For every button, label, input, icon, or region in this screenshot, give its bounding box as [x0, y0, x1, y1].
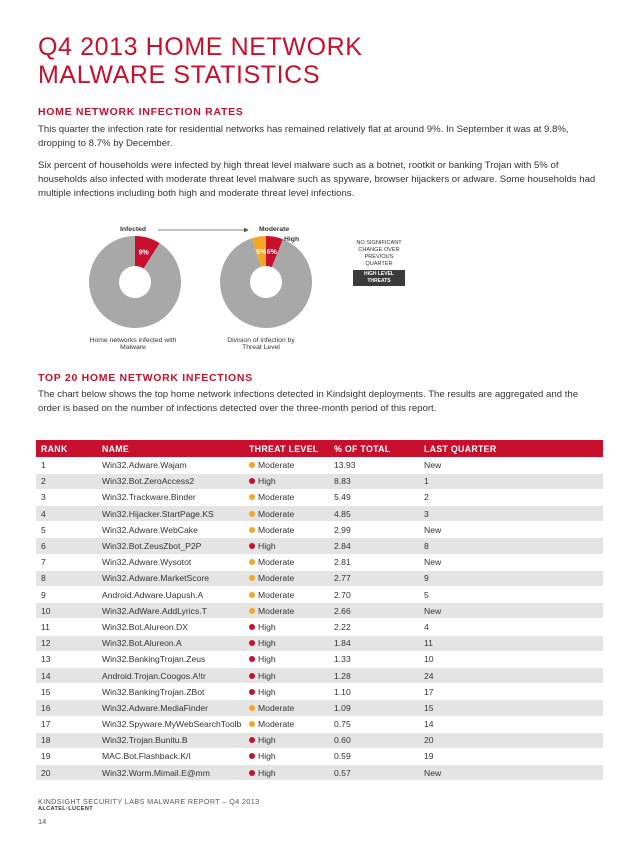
pie-data-label: 9%	[138, 249, 149, 257]
threat-cell	[244, 651, 329, 667]
pie-data-label: 5%	[256, 248, 267, 256]
table-row	[36, 570, 603, 586]
intro-paragraph: This quarter the infection rate for residential networks has remained relatively flat at around 9%. In September it was at 9.8%, dropping to 8.7% by December.	[38, 124, 569, 149]
rank-cell: 16	[36, 700, 97, 716]
name-cell: Win32.Bot.Alureon.DX	[97, 619, 244, 635]
pie1-caption: Home networks infected with Malware	[89, 337, 177, 351]
threat-cell	[244, 587, 329, 603]
threat-cell	[244, 732, 329, 748]
no-change-note	[353, 240, 405, 286]
percent-cell: 4.85	[329, 506, 419, 522]
rank-cell: 19	[36, 748, 97, 764]
percent-cell: 2.84	[329, 538, 419, 554]
col-last-quarter: LAST QUARTER	[419, 440, 603, 457]
threat-dot-icon	[249, 608, 255, 614]
threat-dot-icon	[249, 689, 255, 695]
infection-charts	[38, 220, 603, 360]
percent-cell: 0.60	[329, 732, 419, 748]
last-quarter-cell: New	[419, 554, 603, 570]
footer-report-title: KINDSIGHT SECURITY LABS MALWARE REPORT – Q4 2013	[38, 797, 260, 806]
threat-text: High	[258, 735, 276, 746]
page-title-line2: MALWARE STATISTICS	[38, 61, 321, 89]
rank-cell: 17	[36, 716, 97, 732]
high-level-threats-badge: HIGH LEVEL THREATS	[353, 270, 405, 286]
threat-text: Moderate	[258, 719, 295, 730]
rank-cell: 14	[36, 667, 97, 683]
name-cell: Android.Trojan.Coogos.A!tr	[97, 667, 244, 683]
pie2-caption: Division of infection by Threat Level	[227, 337, 295, 351]
percent-cell: 0.75	[329, 716, 419, 732]
rank-cell: 13	[36, 651, 97, 667]
threat-text: Moderate	[258, 557, 295, 568]
table-row	[36, 732, 603, 748]
threat-text: Moderate	[258, 524, 295, 535]
rank-cell: 18	[36, 732, 97, 748]
table-row	[36, 765, 603, 781]
top20-paragraph: The chart below shows the top home network infections detected in Kindsight deployments. The results are aggregated and the order is based on the number of infections detected over the three-month period of this report.	[38, 389, 579, 414]
rank-cell: 5	[36, 522, 97, 538]
households-paragraph: Six percent of households were infected by high threat level malware such as a botnet, rootkit or banking Trojan with 5% of households also infected with moderate threat level malware such as spyware, browser hijackers or adware. Some households had multiple infections including both high and moderate threat level infections.	[38, 160, 596, 199]
percent-cell: 8.83	[329, 473, 419, 489]
rank-cell: 2	[36, 473, 97, 489]
threat-text: Moderate	[258, 492, 295, 503]
name-cell: Win32.Adware.Wajam	[97, 457, 244, 473]
threat-dot-icon	[249, 624, 255, 630]
col-name: NAME	[97, 440, 244, 457]
name-cell: MAC.Bot.Flashback.K/I	[97, 748, 244, 764]
threat-dot-icon	[249, 753, 255, 759]
last-quarter-cell: New	[419, 765, 603, 781]
threat-cell	[244, 603, 329, 619]
table-row	[36, 603, 603, 619]
last-quarter-cell: 5	[419, 587, 603, 603]
name-cell: Win32.Bot.ZeroAccess2	[97, 473, 244, 489]
threat-text: Moderate	[258, 508, 295, 519]
name-cell: Win32.AdWare.AddLyrics.T	[97, 603, 244, 619]
threat-text: High	[258, 686, 276, 697]
threat-text: Moderate	[258, 573, 295, 584]
table-row	[36, 635, 603, 651]
last-quarter-cell: 24	[419, 667, 603, 683]
threat-dot-icon	[249, 494, 255, 500]
table-row	[36, 473, 603, 489]
pie-chart-infected	[89, 236, 181, 328]
col-threat-level: THREAT LEVEL	[244, 440, 329, 457]
last-quarter-cell: New	[419, 603, 603, 619]
last-quarter-cell: 10	[419, 651, 603, 667]
rank-cell: 12	[36, 635, 97, 651]
last-quarter-cell: 11	[419, 635, 603, 651]
threat-dot-icon	[249, 575, 255, 581]
last-quarter-cell: 19	[419, 748, 603, 764]
table-row	[36, 554, 603, 570]
threat-text: High	[258, 670, 276, 681]
threat-dot-icon	[249, 527, 255, 533]
percent-cell: 13.93	[329, 457, 419, 473]
col-percent: % OF TOTAL	[329, 440, 419, 457]
high-label: High	[284, 236, 300, 243]
rank-cell: 6	[36, 538, 97, 554]
last-quarter-cell: 2	[419, 489, 603, 505]
rank-cell: 11	[36, 619, 97, 635]
last-quarter-cell: New	[419, 457, 603, 473]
percent-cell: 1.10	[329, 684, 419, 700]
table-row	[36, 538, 603, 554]
table-row	[36, 667, 603, 683]
rank-cell: 9	[36, 587, 97, 603]
threat-dot-icon	[249, 592, 255, 598]
threat-text: High	[258, 476, 276, 487]
last-quarter-cell: 14	[419, 716, 603, 732]
last-quarter-cell: 4	[419, 619, 603, 635]
threat-text: High	[258, 654, 276, 665]
table-row	[36, 700, 603, 716]
page-title	[38, 33, 598, 89]
threat-dot-icon	[249, 656, 255, 662]
threat-text: High	[258, 767, 276, 778]
percent-cell: 1.33	[329, 651, 419, 667]
last-quarter-cell: 1	[419, 473, 603, 489]
top20-table	[36, 440, 603, 781]
threat-text: High	[258, 541, 276, 552]
last-quarter-cell: 15	[419, 700, 603, 716]
infected-label: Infected	[120, 226, 147, 233]
threat-dot-icon	[249, 721, 255, 727]
threat-cell	[244, 619, 329, 635]
threat-dot-icon	[249, 511, 255, 517]
table-row	[36, 619, 603, 635]
threat-dot-icon	[249, 673, 255, 679]
threat-text: Moderate	[258, 589, 295, 600]
threat-dot-icon	[249, 478, 255, 484]
table-row	[36, 684, 603, 700]
name-cell: Win32.Worm.Mimail.E@mm	[97, 765, 244, 781]
pie-chart-threat-level	[220, 236, 312, 328]
threat-cell	[244, 684, 329, 700]
threat-text: Moderate	[258, 605, 295, 616]
threat-cell	[244, 489, 329, 505]
last-quarter-cell: 9	[419, 570, 603, 586]
rank-cell: 1	[36, 457, 97, 473]
page-title-line1: Q4 2013 HOME NETWORK	[38, 33, 363, 61]
percent-cell: 0.57	[329, 765, 419, 781]
rank-cell: 20	[36, 765, 97, 781]
name-cell: Win32.Adware.Wysotot	[97, 554, 244, 570]
threat-cell	[244, 765, 329, 781]
table-row	[36, 748, 603, 764]
threat-dot-icon	[249, 770, 255, 776]
threat-cell	[244, 506, 329, 522]
percent-cell: 5.49	[329, 489, 419, 505]
rank-cell: 10	[36, 603, 97, 619]
threat-cell	[244, 700, 329, 716]
threat-cell	[244, 748, 329, 764]
section-heading-infection-rates: HOME NETWORK INFECTION RATES	[38, 106, 244, 118]
threat-text: High	[258, 751, 276, 762]
percent-cell: 2.70	[329, 587, 419, 603]
threat-text: Moderate	[258, 459, 295, 470]
percent-cell: 2.77	[329, 570, 419, 586]
percent-cell: 2.99	[329, 522, 419, 538]
name-cell: Win32.Adware.WebCake	[97, 522, 244, 538]
threat-dot-icon	[249, 462, 255, 468]
percent-cell: 2.66	[329, 603, 419, 619]
threat-dot-icon	[249, 543, 255, 549]
name-cell: Win32.Adware.MarketScore	[97, 570, 244, 586]
rank-cell: 7	[36, 554, 97, 570]
rank-cell: 3	[36, 489, 97, 505]
name-cell: Win32.BankingTrojan.Zeus	[97, 651, 244, 667]
table-header-row	[36, 440, 603, 457]
rank-cell: 4	[36, 506, 97, 522]
threat-text: High	[258, 638, 276, 649]
threat-text: High	[258, 621, 276, 632]
threat-cell	[244, 538, 329, 554]
threat-dot-icon	[249, 640, 255, 646]
percent-cell: 2.81	[329, 554, 419, 570]
moderate-label: Moderate	[259, 226, 290, 233]
pie-data-label: 6%	[266, 249, 277, 257]
threat-cell	[244, 570, 329, 586]
table-row	[36, 522, 603, 538]
last-quarter-cell: 8	[419, 538, 603, 554]
percent-cell: 1.09	[329, 700, 419, 716]
name-cell: Win32.Trojan.Bunitu.B	[97, 732, 244, 748]
last-quarter-cell: 17	[419, 684, 603, 700]
name-cell: Win32.BankingTrojan.ZBot	[97, 684, 244, 700]
threat-cell	[244, 635, 329, 651]
threat-cell	[244, 473, 329, 489]
threat-text: Moderate	[258, 702, 295, 713]
page-number: 14	[38, 817, 47, 826]
threat-cell	[244, 457, 329, 473]
name-cell: Win32.Spyware.MyWebSearchToolb	[97, 716, 244, 732]
table-row	[36, 457, 603, 473]
name-cell: Win32.Hijacker.StartPage.KS	[97, 506, 244, 522]
percent-cell: 1.28	[329, 667, 419, 683]
threat-dot-icon	[249, 559, 255, 565]
threat-cell	[244, 554, 329, 570]
percent-cell: 2.22	[329, 619, 419, 635]
name-cell: Android.Adware.Uapush.A	[97, 587, 244, 603]
percent-cell: 1.84	[329, 635, 419, 651]
name-cell: Win32.Bot.Alureon.A	[97, 635, 244, 651]
rank-cell: 8	[36, 570, 97, 586]
table-row	[36, 587, 603, 603]
threat-cell	[244, 667, 329, 683]
col-rank: RANK	[36, 440, 97, 457]
pie-slice-not-infected	[89, 236, 181, 328]
threat-dot-icon	[249, 737, 255, 743]
last-quarter-cell: New	[419, 522, 603, 538]
last-quarter-cell: 20	[419, 732, 603, 748]
threat-cell	[244, 716, 329, 732]
table-row	[36, 506, 603, 522]
no-change-text: NO SIGNIFICANT CHANGE OVER PREVIOUS QUARTER	[356, 240, 402, 267]
name-cell: Win32.Adware.MediaFinder	[97, 700, 244, 716]
table-row	[36, 716, 603, 732]
footer-logo-text: ALCATEL·LUCENT	[38, 806, 93, 812]
section-heading-top20: TOP 20 HOME NETWORK INFECTIONS	[38, 372, 253, 384]
percent-cell: 0.59	[329, 748, 419, 764]
last-quarter-cell: 3	[419, 506, 603, 522]
table-row	[36, 489, 603, 505]
rank-cell: 15	[36, 684, 97, 700]
threat-cell	[244, 522, 329, 538]
name-cell: Win32.Bot.ZeusZbot_P2P	[97, 538, 244, 554]
table-row	[36, 651, 603, 667]
threat-dot-icon	[249, 705, 255, 711]
name-cell: Win32.Trackware.Binder	[97, 489, 244, 505]
